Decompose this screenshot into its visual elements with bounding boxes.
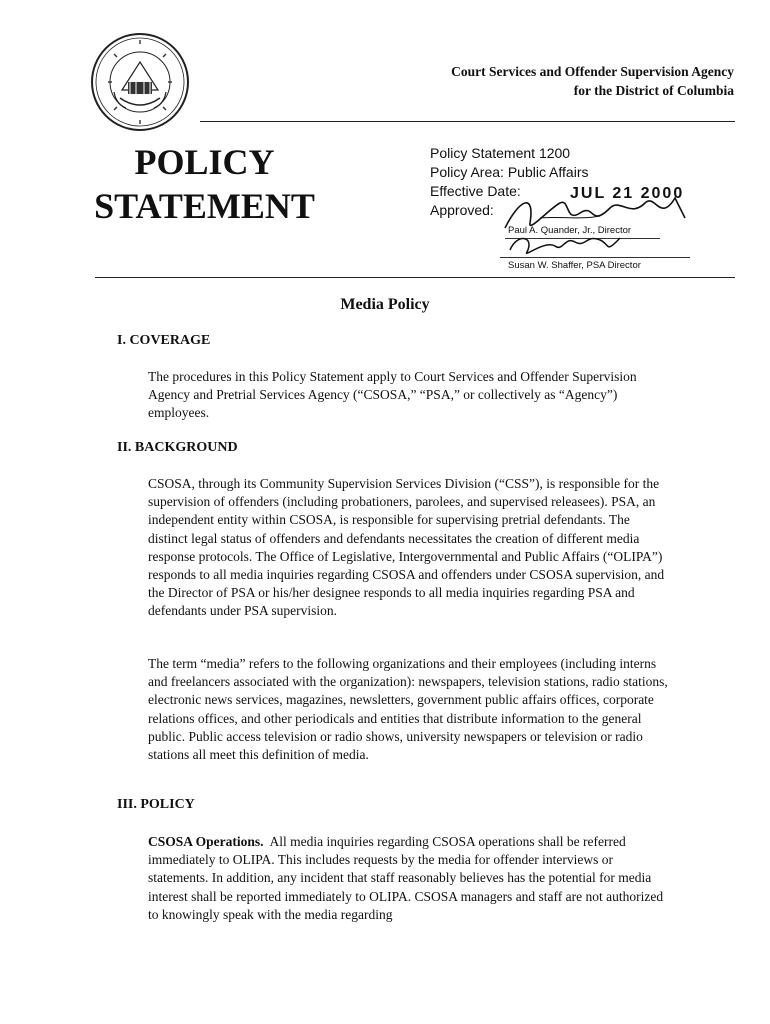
approved-label: Approved:	[430, 202, 494, 218]
signer2-name: Susan W. Shaffer, PSA Director	[508, 260, 641, 271]
agency-name-line1: Court Services and Offender Supervision Agency	[451, 64, 734, 79]
psa-director-signature	[505, 228, 625, 260]
effective-date-stamp: JUL 21 2000	[570, 185, 685, 202]
agency-name-line2: for the District of Columbia	[573, 83, 734, 98]
policy-area: Policy Area: Public Affairs	[430, 164, 589, 180]
section-heading-coverage: I. COVERAGE	[117, 333, 211, 348]
coverage-paragraph: The procedures in this Policy Statement apply to Court Services and Offender Supervision Agency and Pretrial Services Agency (“CSOSA,” “PSA,” or collectively as “Agency”) employees.	[148, 369, 637, 421]
background-paragraph-1: CSOSA, through its Community Supervision Services Division (“CSS”), is responsible for the supervision of offenders (including probationers, parolees, and supervised releasees). PSA, an independent entity within CSOSA, is responsible for supervising pretrial defendants. The distinct legal status of offenders and defendants necessitates the creation of different media response protocols. The Office of Legislative, Intergovernmental and Public Affairs (“OLIPA”) responds to all media inquiries regarding CSOSA and offenders under CSOSA supervision, and the Director of PSA or his/her designee responds to all media inquiries regarding PSA and defendants under PSA supervision.	[148, 476, 665, 619]
document-title: Media Policy	[340, 296, 430, 313]
section-heading-policy: III. POLICY	[117, 797, 195, 812]
title-line1: POLICY	[134, 142, 275, 182]
policy-paragraph-text: All media inquiries regarding CSOSA operations shall be referred immediately to OLIPA. This includes requests by the media for offender interviews or statements. In addition, any incident that staff reasonably believes has the potential for media interest shall be reported immediately to OLIPA. CSOSA managers and staff are not authorized to knowingly speak with the media regarding	[148, 834, 664, 922]
policy-lead: CSOSA Operations.	[148, 834, 264, 849]
policy-number: Policy Statement 1200	[430, 145, 571, 161]
signer1-name: Paul A. Quander, Jr., Director	[508, 225, 632, 236]
title-line2: STATEMENT	[94, 186, 315, 226]
agency-seal-logo	[90, 32, 190, 132]
header-divider	[200, 121, 735, 122]
background-paragraph-2: The term “media” refers to the following organizations and their employees (including interns and freelancers associated with the organization): newspapers, television stations, radio stations, electronic news services, magazines, newsletters, government public affairs offices, corporate relations offices, and other periodicals and entities that distribute information to the general public. Public access television or radio shows, university newspapers or television or radio stations all meet this definition of media.	[148, 656, 668, 763]
policy-statement-title	[92, 140, 317, 228]
section-heading-background: II. BACKGROUND	[117, 440, 238, 455]
effective-date-label: Effective Date:	[430, 183, 521, 199]
signature-line-2	[500, 257, 690, 258]
agency-name	[451, 62, 734, 100]
policy-paragraph	[148, 833, 668, 924]
title-divider	[95, 277, 735, 278]
